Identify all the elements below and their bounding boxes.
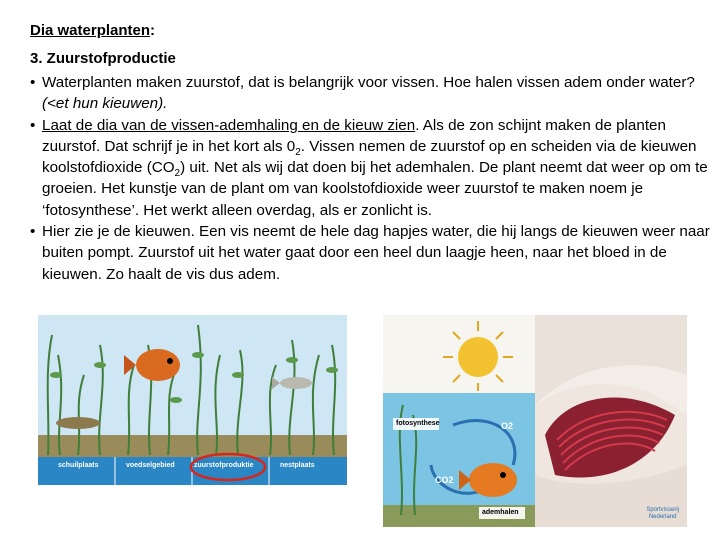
- bullet-item-2: [30, 115, 710, 221]
- bullet-1-italic: (<et hun kieuwen).: [42, 95, 168, 113]
- label-schuilplaats: schuilplaats: [58, 462, 99, 469]
- logo-line-1: Sportvisserij: [646, 507, 679, 513]
- bullet-3-text: Hier zie je de kieuwen. Een vis neemt de hele dag hapjes water, die hij langs de kieuwen weer naar buiten pompt. Zuurstof uit het water gaat door een heel dun laagje heen, naar het bloed in de kieuwen. Zo haalt de vis dus adem.: [42, 223, 710, 283]
- slide-title-text: Dia waterplanten: [30, 22, 151, 39]
- slide-title: [30, 22, 155, 39]
- bullet-2-text-a: . Als de zon schijnt maken de planten zuurstof. Dat schrijf je in het kort als 0: [42, 116, 666, 155]
- label-nestplaats: nestplaats: [280, 462, 315, 469]
- bullet-2-text-c: ) uit. Net als wij dat doen bij het ademhalen. De plant neemt dat weer op om te groeien. Het kunstje van de plant om van koolstofdioxide weer zuurstof te maken noem je ‘fotosynthese’. Het werkt alleen overdag, als er zonlicht is.: [42, 159, 708, 219]
- label-ademhalen: ademhalen: [482, 509, 519, 516]
- label-fotosynthese: fotosynthese: [396, 420, 440, 427]
- bullet-item-1: [30, 72, 710, 115]
- bullet-dot: •: [30, 74, 36, 91]
- sun-icon: [458, 337, 498, 377]
- bullet-dot: •: [30, 223, 36, 241]
- label-o2: O2: [501, 421, 514, 431]
- fish-icon: [469, 463, 517, 497]
- photosynthesis-diagram: [383, 315, 535, 527]
- bullet-2-text-b: . Vissen nemen de zuurstof op en scheiden via de kieuwen koolstofdioxide (CO: [42, 137, 697, 177]
- label-zuurstofproduktie: zuurstofproduktie: [194, 462, 254, 469]
- gill-photo-svg: [535, 315, 687, 527]
- label-voedselgebied: voedselgebied: [126, 462, 175, 469]
- bullet-item-3: [30, 221, 710, 285]
- bullet-2-underlined: Laat de dia van de vissen-ademhaling en de kieuw zien: [42, 116, 416, 134]
- slide-title-colon: :: [150, 22, 156, 39]
- bullet-1-text: Waterplanten maken zuurstof, dat is belangrijk voor vissen. Hoe halen vissen adem onder water?: [42, 74, 695, 91]
- label-co2: CO2: [435, 475, 454, 485]
- waterplants-svg: [38, 315, 347, 485]
- brand-logo: [646, 507, 679, 521]
- bullet-dot: •: [30, 116, 36, 134]
- bullet-list: [30, 72, 710, 285]
- waterplants-illustration: [38, 315, 347, 485]
- bullet-2-sub-2: 2: [174, 168, 181, 180]
- bullet-2-sub-1: 2: [295, 146, 301, 158]
- logo-line-2: Nederland: [648, 514, 677, 520]
- section-heading: 3. Zuurstofproductie: [30, 50, 176, 67]
- gill-photo: [535, 315, 687, 527]
